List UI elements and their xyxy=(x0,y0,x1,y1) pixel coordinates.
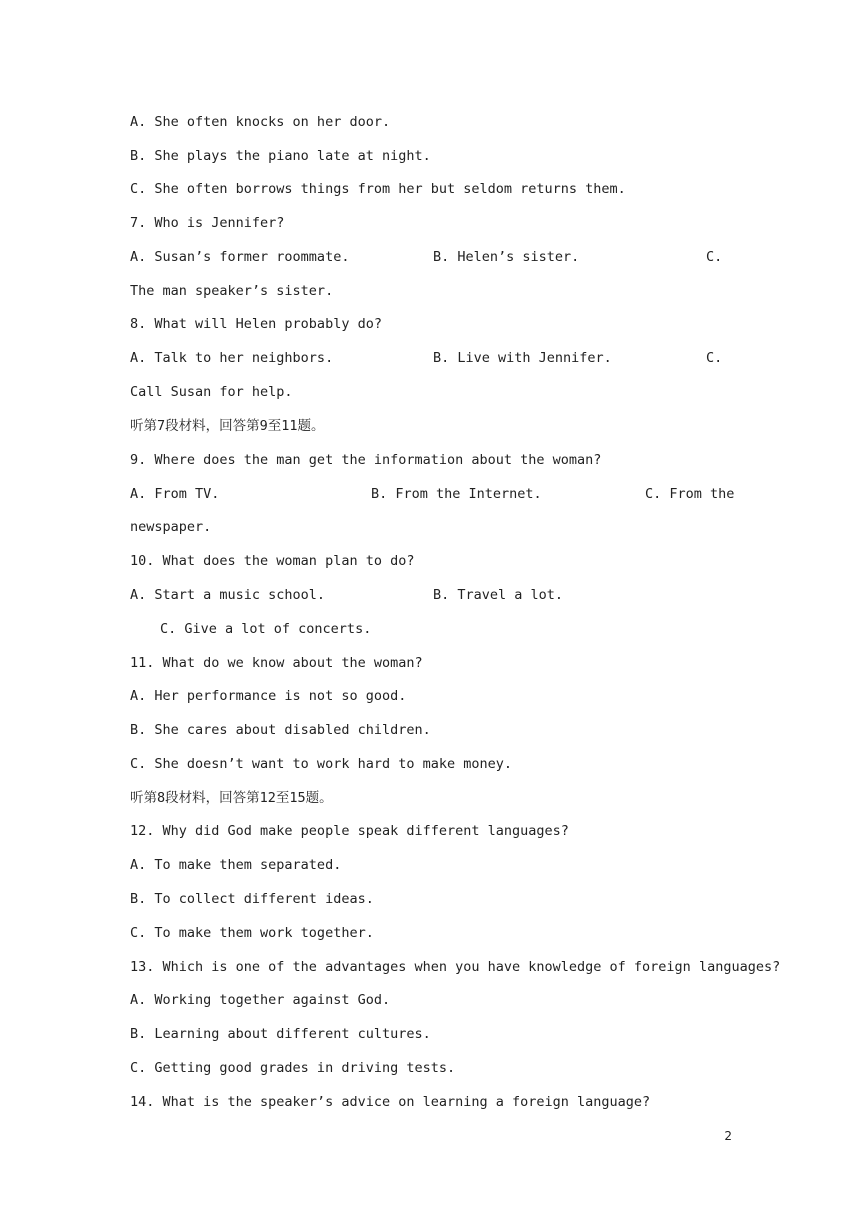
section-heading: 听第8段材料，回答第12至15题。 xyxy=(130,790,333,806)
question-text: 7. Who is Jennifer? xyxy=(130,215,285,231)
option-a: A. Talk to her neighbors. xyxy=(130,350,334,366)
option-text: C. She doesn’t want to work hard to make money. xyxy=(130,756,513,772)
question-text: 9. Where does the man get the information about the woman? xyxy=(130,452,602,468)
option-c: C. xyxy=(706,350,723,366)
option-text: C. Getting good grades in driving tests. xyxy=(130,1060,456,1076)
option-text: C. She often borrows things from her but seldom returns them. xyxy=(130,181,626,197)
question-text: 13. Which is one of the advantages when you have knowledge of foreign languages? xyxy=(130,959,781,975)
option-c: C. xyxy=(706,249,723,265)
option-b: B. Helen’s sister. xyxy=(433,249,580,265)
question-text: 8. What will Helen probably do? xyxy=(130,316,382,332)
question-text: 11. What do we know about the woman? xyxy=(130,655,423,671)
option-text: B. She plays the piano late at night. xyxy=(130,148,431,164)
question-text: 10. What does the woman plan to do? xyxy=(130,553,415,569)
option-text: B. To collect different ideas. xyxy=(130,891,374,907)
option-text: A. She often knocks on her door. xyxy=(130,114,391,130)
option-text: A. Her performance is not so good. xyxy=(130,688,407,704)
option-a: A. Susan’s former roommate. xyxy=(130,249,350,265)
question-text: 14. What is the speaker’s advice on learning a foreign language? xyxy=(130,1094,651,1110)
option-text: B. She cares about disabled children. xyxy=(130,722,431,738)
question-text: 12. Why did God make people speak different languages? xyxy=(130,823,569,839)
option-b: B. Live with Jennifer. xyxy=(433,350,612,366)
option-text: newspaper. xyxy=(130,519,212,535)
section-heading: 听第7段材料，回答第9至11题。 xyxy=(130,418,325,434)
option-b: B. From the Internet. xyxy=(371,486,542,502)
option-text: A. To make them separated. xyxy=(130,857,342,873)
option-c: C. From the xyxy=(645,486,735,502)
option-text: B. Learning about different cultures. xyxy=(130,1026,431,1042)
option-c: C. Give a lot of concerts. xyxy=(160,621,372,637)
page-number: 2 xyxy=(724,1129,732,1143)
option-text: C. To make them work together. xyxy=(130,925,374,941)
option-b: B. Travel a lot. xyxy=(433,587,564,603)
option-a: A. Start a music school. xyxy=(130,587,326,603)
option-a: A. From TV. xyxy=(130,486,220,502)
option-text: Call Susan for help. xyxy=(130,384,293,400)
option-text: The man speaker’s sister. xyxy=(130,283,334,299)
option-text: A. Working together against God. xyxy=(130,992,391,1008)
